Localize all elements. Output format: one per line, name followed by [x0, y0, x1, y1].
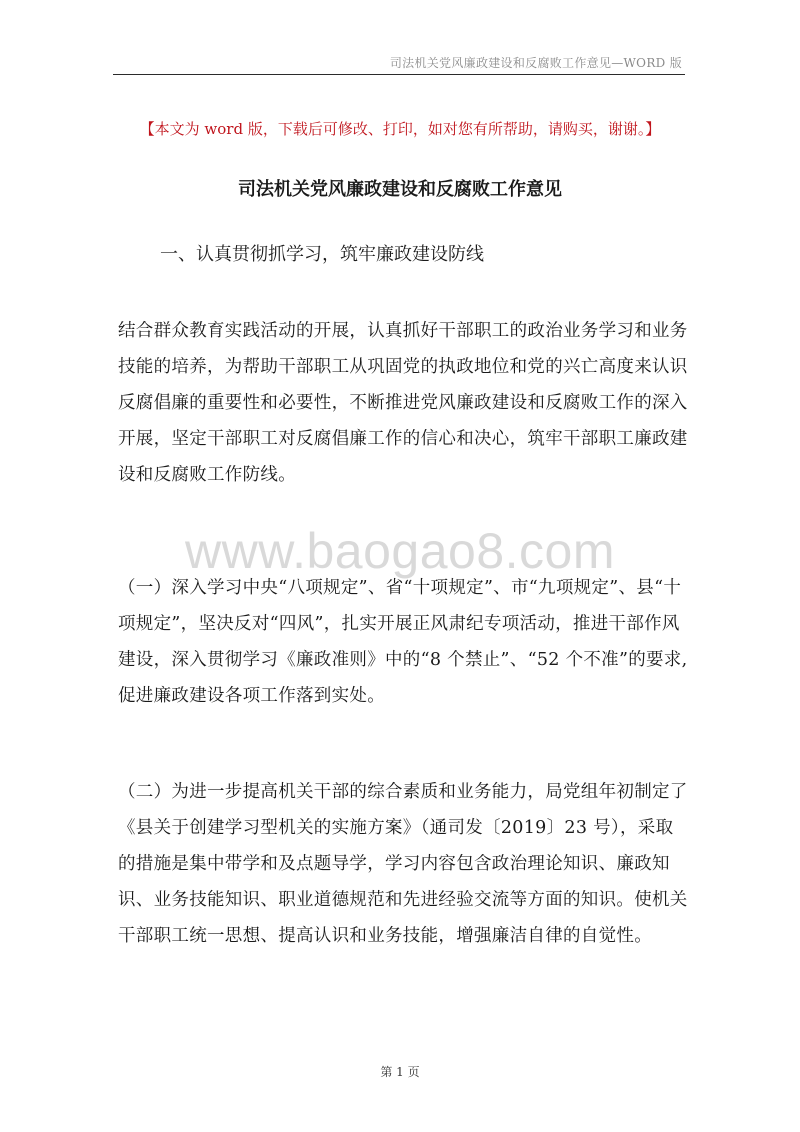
watermark: www.baogao8.com	[185, 523, 615, 579]
body-paragraph: 结合群众教育实践活动的开展，认真抓好干部职工的政治业务学习和业务技能的培养，为帮助干部职工从巩固党的执政地位和党的兴亡高度来认识反腐倡廉的重要性和必要性，不断推进党风廉政建设和反腐败工作的深入开展，坚定干部职工对反腐倡廉工作的信心和决心，筑牢干部职工廉政建设和反腐败工作防线。	[118, 321, 688, 485]
section-heading: 一、认真贯彻抓学习，筑牢廉政建设防线	[160, 244, 484, 265]
download-notice: 【本文为 word 版，下载后可修改、打印，如对您有所帮助，请购买，谢谢。】	[139, 120, 661, 138]
header-divider	[113, 74, 685, 75]
running-header: 司法机关党风廉政建设和反腐败工作意见—WORD 版	[389, 56, 682, 70]
document-title: 司法机关党风廉政建设和反腐败工作意见	[238, 179, 562, 200]
body-paragraph: （二）为进一步提高机关干部的综合素质和业务能力，局党组年初制定了《县关于创建学习型机关的实施方案》（通司发〔2019〕23 号），采取的措施是集中带学和及点题导学，学习内容包含政治理论知识、廉政知识、业务技能知识、职业道德规范和先进经验交流等方面的知识。使机关干部职工统一思想、提高认识和业务技能，增强廉洁自律的自觉性。	[118, 782, 688, 946]
body-paragraph: （一）深入学习中央“八项规定”、省“十项规定”、市“九项规定”、县“十项规定”，坚决反对“四风”，扎实开展正风肃纪专项活动，推进干部作风建设，深入贯彻学习《廉政准则》中的“8 个禁止”、“52 个不准”的要求,促进廉政建设各项工作落到实处。	[118, 578, 688, 706]
page-number: 第 1 页	[380, 1065, 420, 1079]
